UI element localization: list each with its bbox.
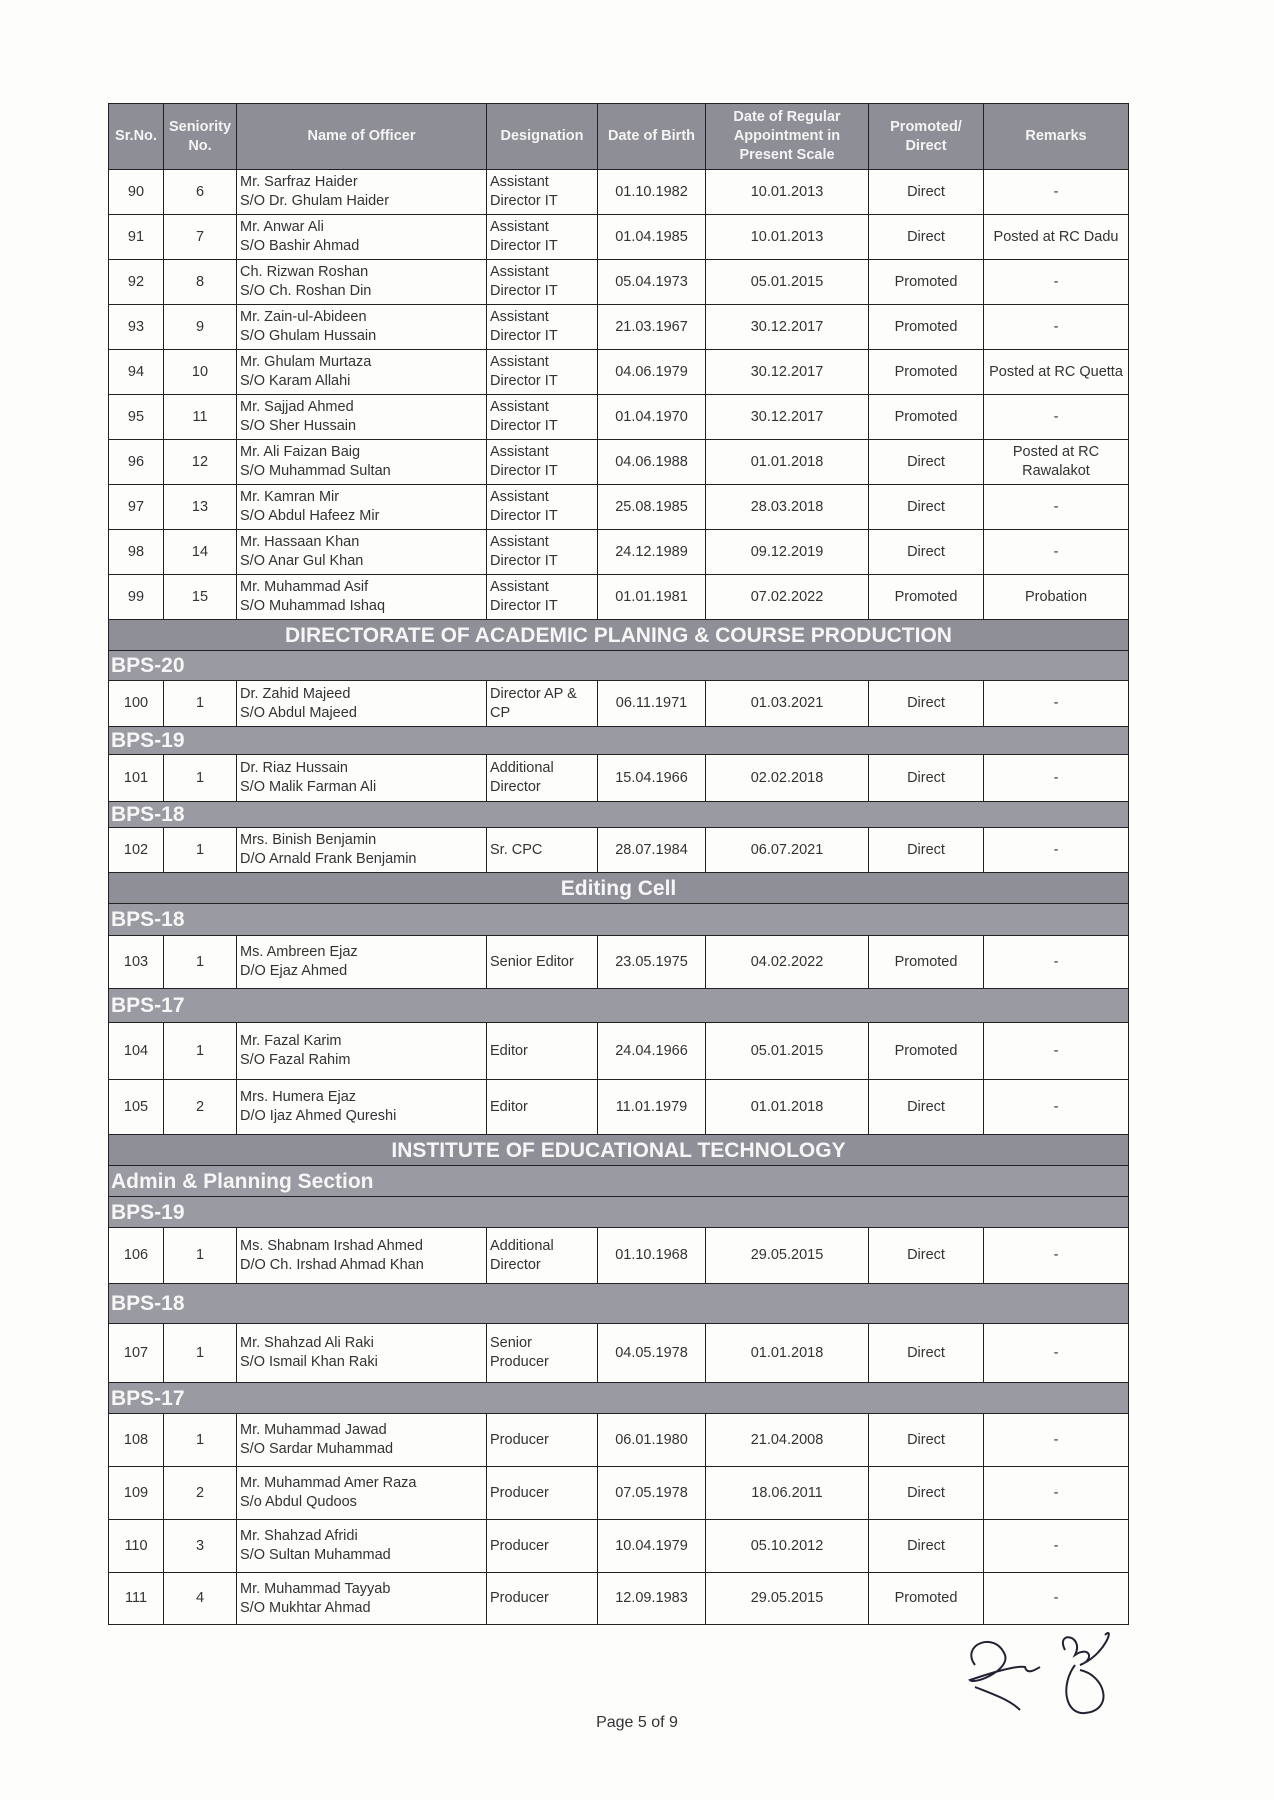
officer-parentage: S/O Ghulam Hussain [240, 328, 377, 344]
sr-no-cell: 105 [109, 1080, 164, 1135]
sr-no-cell: 93 [109, 305, 164, 350]
table-row [109, 350, 1129, 395]
appointment-date-cell: 21.04.2008 [706, 1414, 869, 1467]
officer-name: Dr. Zahid Majeed [240, 685, 351, 702]
dob-cell: 24.12.1989 [598, 530, 706, 575]
seniority-cell: 3 [164, 1520, 237, 1573]
officer-name: Mr. Sajjad Ahmed [240, 399, 354, 415]
sr-no-cell: 96 [109, 440, 164, 485]
appointment-date-cell: 30.12.2017 [706, 395, 869, 440]
officer-name: Mr. Anwar Ali [240, 219, 324, 235]
remarks-cell: - [984, 755, 1129, 802]
sr-no-cell: 102 [109, 828, 164, 873]
table-row [109, 1080, 1129, 1135]
appointment-date-cell: 01.01.2018 [706, 1080, 869, 1135]
designation-cell: Assistant Director IT [487, 395, 598, 440]
officer-parentage: S/O Karam Allahi [240, 373, 351, 389]
dob-cell: 15.04.1966 [598, 755, 706, 802]
seniority-cell: 2 [164, 1467, 237, 1520]
sr-no-cell: 90 [109, 170, 164, 215]
promoted-direct-cell: Direct [869, 828, 984, 873]
grade-header-row [109, 1166, 1129, 1197]
designation-cell: Additional Director [487, 755, 598, 802]
remarks-cell: - [984, 681, 1129, 727]
promoted-direct-cell: Direct [869, 1414, 984, 1467]
promoted-direct-cell: Promoted [869, 260, 984, 305]
officer-name-cell [237, 350, 487, 395]
officer-name: Mr. Fazal Karim [240, 1033, 342, 1049]
officer-name-cell [237, 1573, 487, 1625]
officer-name: Ms. Shabnam Irshad Ahmed [240, 1237, 423, 1254]
remarks-cell: - [984, 1520, 1129, 1573]
promoted-direct-cell: Promoted [869, 936, 984, 989]
sr-no-cell: 106 [109, 1228, 164, 1284]
table-row [109, 1467, 1129, 1520]
dob-cell: 25.08.1985 [598, 485, 706, 530]
officer-name-cell [237, 936, 487, 989]
table-row [109, 1228, 1129, 1284]
designation-cell: Director AP & CP [487, 681, 598, 727]
table-row [109, 681, 1129, 727]
sr-no-cell: 98 [109, 530, 164, 575]
officer-name-cell [237, 1023, 487, 1080]
section-header-row [109, 1135, 1129, 1166]
designation-cell: Editor [487, 1080, 598, 1135]
grade-header-row [109, 1284, 1129, 1324]
header-promoted-direct: Promoted/ Direct [869, 104, 984, 170]
officer-name-cell [237, 828, 487, 873]
promoted-direct-cell: Promoted [869, 1573, 984, 1625]
remarks-cell: - [984, 1414, 1129, 1467]
appointment-date-cell: 09.12.2019 [706, 530, 869, 575]
officer-name-cell [237, 485, 487, 530]
designation-cell: Producer [487, 1573, 598, 1625]
appointment-date-cell: 30.12.2017 [706, 350, 869, 395]
appointment-date-cell: 06.07.2021 [706, 828, 869, 873]
remarks-cell: - [984, 1324, 1129, 1383]
dob-cell: 04.06.1979 [598, 350, 706, 395]
dob-cell: 23.05.1975 [598, 936, 706, 989]
table-header [109, 104, 1129, 170]
grade-header-row [109, 989, 1129, 1023]
table-row [109, 305, 1129, 350]
grade-label: BPS-20 [109, 651, 1129, 681]
dob-cell: 05.04.1973 [598, 260, 706, 305]
dob-cell: 04.05.1978 [598, 1324, 706, 1383]
remarks-cell: - [984, 1573, 1129, 1625]
appointment-date-cell: 18.06.2011 [706, 1467, 869, 1520]
officer-name: Mr. Kamran Mir [240, 489, 340, 505]
sr-no-cell: 95 [109, 395, 164, 440]
grade-label: BPS-18 [109, 1284, 1129, 1324]
designation-cell: Assistant Director IT [487, 260, 598, 305]
sr-no-cell: 104 [109, 1023, 164, 1080]
officer-name: Mr. Ali Faizan Baig [240, 444, 361, 460]
promoted-direct-cell: Direct [869, 485, 984, 530]
officer-name: Mrs. Humera Ejaz [240, 1089, 357, 1105]
remarks-cell: - [984, 828, 1129, 873]
remarks-cell: - [984, 260, 1129, 305]
grade-label: BPS-18 [109, 904, 1129, 936]
table-row [109, 936, 1129, 989]
appointment-date-cell: 01.01.2018 [706, 440, 869, 485]
designation-cell: Producer [487, 1414, 598, 1467]
seniority-cell: 4 [164, 1573, 237, 1625]
remarks-cell: - [984, 485, 1129, 530]
officer-parentage: S/O Sher Hussain [240, 418, 357, 434]
officer-name-cell [237, 1520, 487, 1573]
seniority-cell: 1 [164, 1228, 237, 1284]
seniority-cell: 1 [164, 1023, 237, 1080]
appointment-date-cell: 30.12.2017 [706, 305, 869, 350]
section-title: INSTITUTE OF EDUCATIONAL TECHNOLOGY [109, 1135, 1129, 1166]
appointment-date-cell: 02.02.2018 [706, 755, 869, 802]
officer-parentage: S/O Sultan Muhammad [240, 1547, 391, 1563]
promoted-direct-cell: Promoted [869, 305, 984, 350]
officer-parentage: S/O Ismail Khan Raki [240, 1354, 378, 1370]
table-row [109, 395, 1129, 440]
page-number: Page 5 of 9 [596, 1714, 678, 1731]
remarks-cell: - [984, 305, 1129, 350]
promoted-direct-cell: Promoted [869, 1023, 984, 1080]
table-row [109, 1023, 1129, 1080]
remarks-cell: Posted at RC Dadu [984, 215, 1129, 260]
promoted-direct-cell: Direct [869, 1324, 984, 1383]
officer-parentage: S/O Dr. Ghulam Haider [240, 193, 390, 209]
seniority-cell: 9 [164, 305, 237, 350]
dob-cell: 01.01.1981 [598, 575, 706, 620]
officer-parentage: S/O Ch. Roshan Din [240, 283, 372, 299]
remarks-cell: - [984, 1080, 1129, 1135]
designation-cell: Editor [487, 1023, 598, 1080]
designation-cell: Producer [487, 1467, 598, 1520]
seniority-cell: 12 [164, 440, 237, 485]
promoted-direct-cell: Direct [869, 681, 984, 727]
officer-name-cell [237, 575, 487, 620]
header-appointment: Date of Regular Appointment in Present Scale [706, 104, 869, 170]
promoted-direct-cell: Direct [869, 530, 984, 575]
promoted-direct-cell: Promoted [869, 395, 984, 440]
officer-parentage: S/O Fazal Rahim [240, 1052, 351, 1068]
sr-no-cell: 108 [109, 1414, 164, 1467]
section-title: Editing Cell [109, 873, 1129, 904]
officer-name: Ms. Ambreen Ejaz [240, 944, 358, 960]
appointment-date-cell: 29.05.2015 [706, 1573, 869, 1625]
officer-name-cell [237, 755, 487, 802]
designation-cell: Assistant Director IT [487, 305, 598, 350]
dob-cell: 28.07.1984 [598, 828, 706, 873]
promoted-direct-cell: Promoted [869, 350, 984, 395]
seniority-cell: 10 [164, 350, 237, 395]
grade-header-row [109, 651, 1129, 681]
remarks-cell: - [984, 395, 1129, 440]
dob-cell: 06.11.1971 [598, 681, 706, 727]
officer-name-cell [237, 215, 487, 260]
officer-name-cell [237, 681, 487, 727]
appointment-date-cell: 10.01.2013 [706, 215, 869, 260]
grade-header-row [109, 727, 1129, 755]
officer-parentage: S/O Muhammad Ishaq [240, 598, 386, 614]
table-row [109, 170, 1129, 215]
dob-cell: 24.04.1966 [598, 1023, 706, 1080]
sr-no-cell: 91 [109, 215, 164, 260]
officer-name-cell [237, 1324, 487, 1383]
officer-parentage: D/O Ejaz Ahmed [240, 963, 348, 979]
signatures [955, 1625, 1125, 1720]
designation-cell: Assistant Director IT [487, 485, 598, 530]
officer-name: Mr. Hassaan Khan [240, 534, 360, 550]
sr-no-cell: 103 [109, 936, 164, 989]
appointment-date-cell: 04.02.2022 [706, 936, 869, 989]
header-designation: Designation [487, 104, 598, 170]
officer-name: Dr. Riaz Hussain [240, 760, 348, 776]
promoted-direct-cell: Direct [869, 1080, 984, 1135]
table-row [109, 575, 1129, 620]
seniority-cell: 1 [164, 936, 237, 989]
officer-name-cell [237, 170, 487, 215]
designation-cell: Assistant Director IT [487, 440, 598, 485]
table-row [109, 755, 1129, 802]
section-title: DIRECTORATE OF ACADEMIC PLANING & COURSE PRODUCTION [109, 620, 1129, 651]
officer-name-cell [237, 260, 487, 305]
appointment-date-cell: 07.02.2022 [706, 575, 869, 620]
table-row [109, 215, 1129, 260]
promoted-direct-cell: Direct [869, 1228, 984, 1284]
sr-no-cell: 92 [109, 260, 164, 305]
dob-cell: 11.01.1979 [598, 1080, 706, 1135]
grade-label: BPS-19 [109, 1197, 1129, 1228]
grade-label: BPS-18 [109, 802, 1129, 828]
section-header-row [109, 620, 1129, 651]
grade-label: BPS-17 [109, 989, 1129, 1023]
seniority-cell: 2 [164, 1080, 237, 1135]
header-dob: Date of Birth [598, 104, 706, 170]
appointment-date-cell: 05.01.2015 [706, 1023, 869, 1080]
designation-cell: Senior Producer [487, 1324, 598, 1383]
table-row [109, 260, 1129, 305]
officer-parentage: S/O Malik Farman Ali [240, 779, 377, 795]
officer-name: Mr. Sarfraz Haider [240, 174, 358, 190]
remarks-cell: Probation [984, 575, 1129, 620]
seniority-cell: 1 [164, 681, 237, 727]
designation-cell: Assistant Director IT [487, 530, 598, 575]
officer-name-cell [237, 1467, 487, 1520]
seniority-cell: 8 [164, 260, 237, 305]
dob-cell: 06.01.1980 [598, 1414, 706, 1467]
table-row [109, 485, 1129, 530]
officer-parentage: S/O Sardar Muhammad [240, 1441, 394, 1457]
officer-parentage: S/O Muhammad Sultan [240, 463, 391, 479]
appointment-date-cell: 29.05.2015 [706, 1228, 869, 1284]
officer-name: Mrs. Binish Benjamin [240, 832, 377, 848]
header-seniority: Seniority No. [164, 104, 237, 170]
designation-cell: Assistant Director IT [487, 350, 598, 395]
table-row [109, 1520, 1129, 1573]
appointment-date-cell: 10.01.2013 [706, 170, 869, 215]
dob-cell: 21.03.1967 [598, 305, 706, 350]
officer-parentage: S/o Abdul Qudoos [240, 1494, 357, 1510]
header-remarks: Remarks [984, 104, 1129, 170]
officer-name: Mr. Zain-ul-Abideen [240, 309, 367, 325]
appointment-date-cell: 05.10.2012 [706, 1520, 869, 1573]
promoted-direct-cell: Direct [869, 755, 984, 802]
officer-parentage: S/O Mukhtar Ahmad [240, 1599, 371, 1616]
seniority-cell: 11 [164, 395, 237, 440]
table-row [109, 1414, 1129, 1467]
header-sr-no: Sr.No. [109, 104, 164, 170]
seniority-cell: 1 [164, 1414, 237, 1467]
sr-no-cell: 97 [109, 485, 164, 530]
sr-no-cell: 107 [109, 1324, 164, 1383]
dob-cell: 04.06.1988 [598, 440, 706, 485]
sr-no-cell: 94 [109, 350, 164, 395]
officer-parentage: S/O Bashir Ahmad [240, 238, 360, 254]
promoted-direct-cell: Direct [869, 1520, 984, 1573]
grade-header-row [109, 1197, 1129, 1228]
promoted-direct-cell: Promoted [869, 575, 984, 620]
table-row [109, 440, 1129, 485]
appointment-date-cell: 01.03.2021 [706, 681, 869, 727]
officer-name: Mr. Muhammad Amer Raza [240, 1475, 417, 1491]
sr-no-cell: 99 [109, 575, 164, 620]
officer-name-cell [237, 1414, 487, 1467]
officer-name: Ch. Rizwan Roshan [240, 264, 369, 280]
appointment-date-cell: 05.01.2015 [706, 260, 869, 305]
officers-table [108, 103, 1129, 1625]
remarks-cell: - [984, 1023, 1129, 1080]
sr-no-cell: 110 [109, 1520, 164, 1573]
officer-name-cell [237, 1228, 487, 1284]
officer-name: Mr. Ghulam Murtaza [240, 354, 372, 370]
remarks-cell: Posted at RC Quetta [984, 350, 1129, 395]
promoted-direct-cell: Direct [869, 1467, 984, 1520]
designation-cell: Assistant Director IT [487, 215, 598, 260]
designation-cell: Sr. CPC [487, 828, 598, 873]
dob-cell: 01.10.1982 [598, 170, 706, 215]
remarks-cell: - [984, 1467, 1129, 1520]
dob-cell: 07.05.1978 [598, 1467, 706, 1520]
officer-name-cell [237, 395, 487, 440]
sr-no-cell: 100 [109, 681, 164, 727]
officer-name: Mr. Muhammad Asif [240, 579, 369, 595]
remarks-cell: - [984, 1228, 1129, 1284]
dob-cell: 01.10.1968 [598, 1228, 706, 1284]
officer-name: Mr. Muhammad Jawad [240, 1422, 387, 1438]
designation-cell: Senior Editor [487, 936, 598, 989]
header-name: Name of Officer [237, 104, 487, 170]
table-row [109, 828, 1129, 873]
grade-header-row [109, 904, 1129, 936]
officer-name: Mr. Shahzad Ali Raki [240, 1335, 374, 1351]
designation-cell: Assistant Director IT [487, 575, 598, 620]
sr-no-cell: 101 [109, 755, 164, 802]
section-header-row [109, 873, 1129, 904]
officer-name-cell [237, 1080, 487, 1135]
seniority-cell: 1 [164, 755, 237, 802]
seniority-cell: 1 [164, 1324, 237, 1383]
dob-cell: 10.04.1979 [598, 1520, 706, 1573]
table-row [109, 1324, 1129, 1383]
designation-cell: Assistant Director IT [487, 170, 598, 215]
officer-name-cell [237, 530, 487, 575]
appointment-date-cell: 01.01.2018 [706, 1324, 869, 1383]
officer-name: Mr. Muhammad Tayyab [240, 1580, 391, 1597]
remarks-cell: - [984, 530, 1129, 575]
dob-cell: 01.04.1970 [598, 395, 706, 440]
seniority-cell: 14 [164, 530, 237, 575]
officer-parentage: S/O Anar Gul Khan [240, 553, 364, 569]
sr-no-cell: 111 [109, 1573, 164, 1625]
seniority-cell: 6 [164, 170, 237, 215]
table-row [109, 1573, 1129, 1625]
promoted-direct-cell: Direct [869, 170, 984, 215]
officer-parentage: D/O Ch. Irshad Ahmad Khan [240, 1256, 424, 1273]
grade-label: BPS-17 [109, 1383, 1129, 1414]
officer-parentage: S/O Abdul Majeed [240, 704, 357, 721]
appointment-date-cell: 28.03.2018 [706, 485, 869, 530]
officer-name-cell [237, 305, 487, 350]
officer-name: Mr. Shahzad Afridi [240, 1528, 358, 1544]
table-row [109, 530, 1129, 575]
seniority-cell: 13 [164, 485, 237, 530]
promoted-direct-cell: Direct [869, 215, 984, 260]
seniority-cell: 15 [164, 575, 237, 620]
seniority-cell: 7 [164, 215, 237, 260]
officer-name-cell [237, 440, 487, 485]
sr-no-cell: 109 [109, 1467, 164, 1520]
grade-label: Admin & Planning Section [109, 1166, 1129, 1197]
grade-header-row [109, 802, 1129, 828]
promoted-direct-cell: Direct [869, 440, 984, 485]
dob-cell: 01.04.1985 [598, 215, 706, 260]
remarks-cell: - [984, 170, 1129, 215]
officer-parentage: D/O Arnald Frank Benjamin [240, 851, 417, 867]
designation-cell: Producer [487, 1520, 598, 1573]
remarks-cell: - [984, 936, 1129, 989]
grade-header-row [109, 1383, 1129, 1414]
officer-parentage: S/O Abdul Hafeez Mir [240, 508, 380, 524]
seniority-cell: 1 [164, 828, 237, 873]
grade-label: BPS-19 [109, 727, 1129, 755]
officer-parentage: D/O Ijaz Ahmed Qureshi [240, 1108, 397, 1124]
remarks-cell: Posted at RC Rawalakot [984, 440, 1129, 485]
dob-cell: 12.09.1983 [598, 1573, 706, 1625]
designation-cell: Additional Director [487, 1228, 598, 1284]
